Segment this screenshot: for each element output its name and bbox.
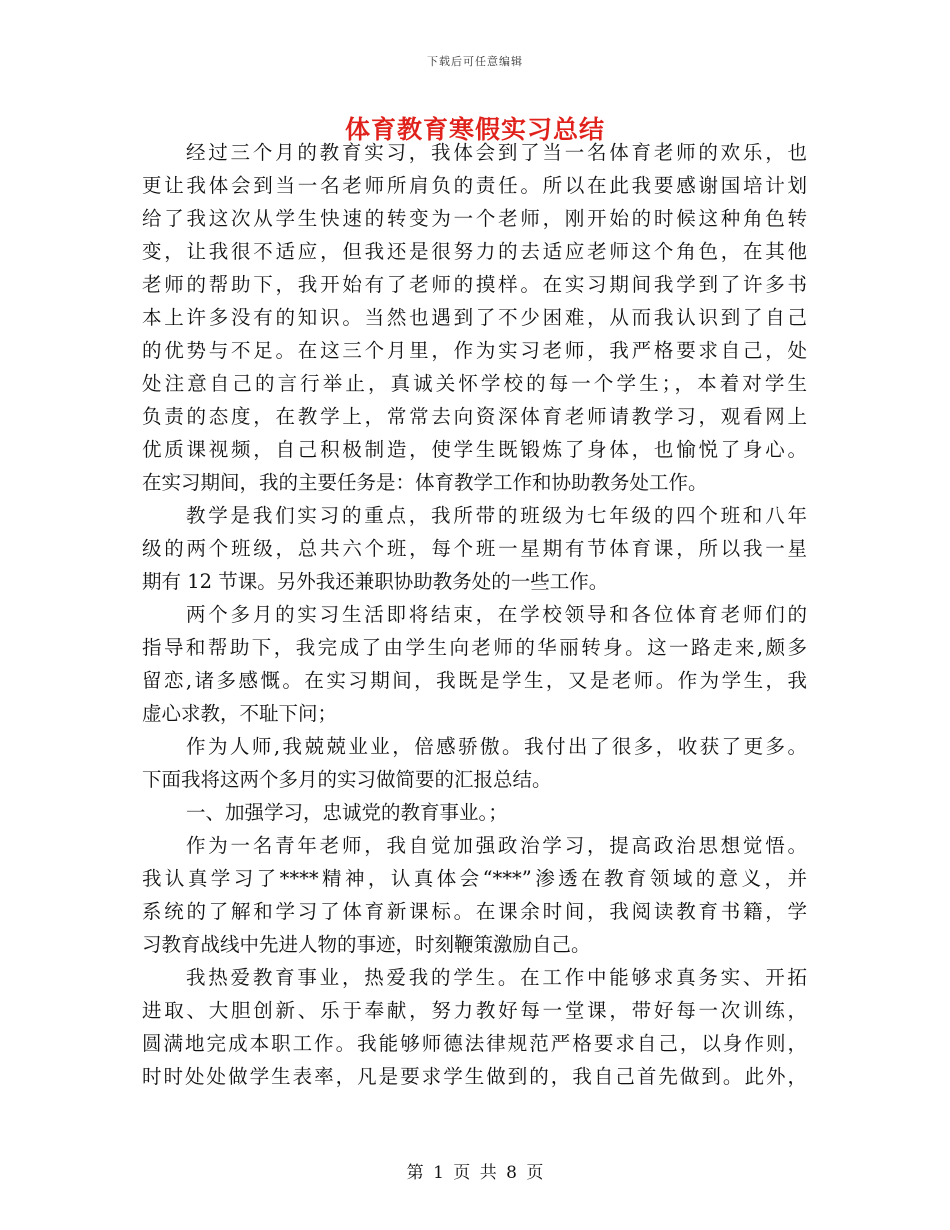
text-line: 习教育战线中先进人物的事迹，时刻鞭策激励自己。 bbox=[142, 933, 591, 956]
text-line: 优质课视频，自己积极制造，使学生既锻炼了身体，也愉悦了身心。 bbox=[142, 438, 807, 461]
text-line: 一、加强学习，忠诚党的教育事业。； bbox=[186, 801, 508, 824]
text-line: 圆满地完成本职工作。我能够师德法律规范严格要求自己，以身作则， bbox=[142, 1032, 807, 1055]
document-title: 体育教育寒假实习总结 bbox=[344, 115, 605, 144]
text-line: 留恋,诸多感慨。在实习期间，我既是学生，又是老师。作为学生，我 bbox=[142, 669, 807, 692]
text-line: 虚心求教，不耻下问； bbox=[142, 702, 338, 725]
text-line: 系统的了解和学习了体育新课标。在课余时间，我阅读教育书籍，学 bbox=[142, 900, 807, 923]
text-line: 处注意自己的言行举止，真诚关怀学校的每一个学生；，本着对学生 bbox=[142, 372, 807, 395]
text-line: 教学是我们实习的重点，我所带的班级为七年级的四个班和八年 bbox=[186, 504, 807, 527]
text-line: 时时处处做学生表率，凡是要求学生做到的，我自己首先做到。此外， bbox=[142, 1065, 807, 1088]
page-footer: 第 1 页 共 8 页 bbox=[406, 1163, 544, 1183]
text-line: 经过三个月的教育实习，我体会到了当一名体育老师的欢乐，也 bbox=[186, 141, 807, 164]
page-header: 下载后可任意编辑 bbox=[427, 55, 523, 68]
text-line: 级的两个班级，总共六个班，每个班一星期有节体育课，所以我一星 bbox=[142, 537, 807, 560]
text-line: 期有 12 节课。另外我还兼职协助教务处的一些工作。 bbox=[142, 570, 609, 593]
text-line: 作为一名青年老师，我自觉加强政治学习，提高政治思想觉悟。 bbox=[186, 834, 807, 857]
text-line: 负责的态度，在教学上，常常去向资深体育老师请教学习，观看网上 bbox=[142, 405, 807, 428]
text-line: 下面我将这两个多月的实习做简要的汇报总结。 bbox=[142, 768, 552, 791]
document-body bbox=[142, 136, 807, 1093]
text-line: 的优势与不足。在这三个月里，作为实习老师，我严格要求自己，处 bbox=[142, 339, 807, 362]
text-line: 两个多月的实习生活即将结束，在学校领导和各位体育老师们的 bbox=[186, 603, 807, 626]
text-line: 给了我这次从学生快速的转变为一个老师，刚开始的时候这种角色转 bbox=[142, 207, 807, 230]
text-line: 我认真学习了****精神，认真体会“***”渗透在教育领域的意义，并 bbox=[142, 867, 807, 890]
text-line: 老师的帮助下，我开始有了老师的摸样。在实习期间我学到了许多书 bbox=[142, 273, 807, 296]
text-line: 作为人师,我兢兢业业，倍感骄傲。我付出了很多，收获了更多。 bbox=[186, 735, 807, 758]
text-line: 更让我体会到当一名老师所肩负的责任。所以在此我要感谢国培计划 bbox=[142, 174, 807, 197]
text-line: 我热爱教育事业，热爱我的学生。在工作中能够求真务实、开拓 bbox=[186, 966, 807, 989]
text-line: 指导和帮助下，我完成了由学生向老师的华丽转身。这一路走来,颇多 bbox=[142, 636, 807, 659]
text-line: 进取、大胆创新、乐于奉献，努力教好每一堂课，带好每一次训练， bbox=[142, 999, 807, 1022]
text-line: 本上许多没有的知识。当然也遇到了不少困难，从而我认识到了自己 bbox=[142, 306, 807, 329]
text-line: 在实习期间，我的主要任务是：体育教学工作和协助教务处工作。 bbox=[142, 471, 708, 494]
text-line: 变，让我很不适应，但我还是很努力的去适应老师这个角色，在其他 bbox=[142, 240, 807, 263]
